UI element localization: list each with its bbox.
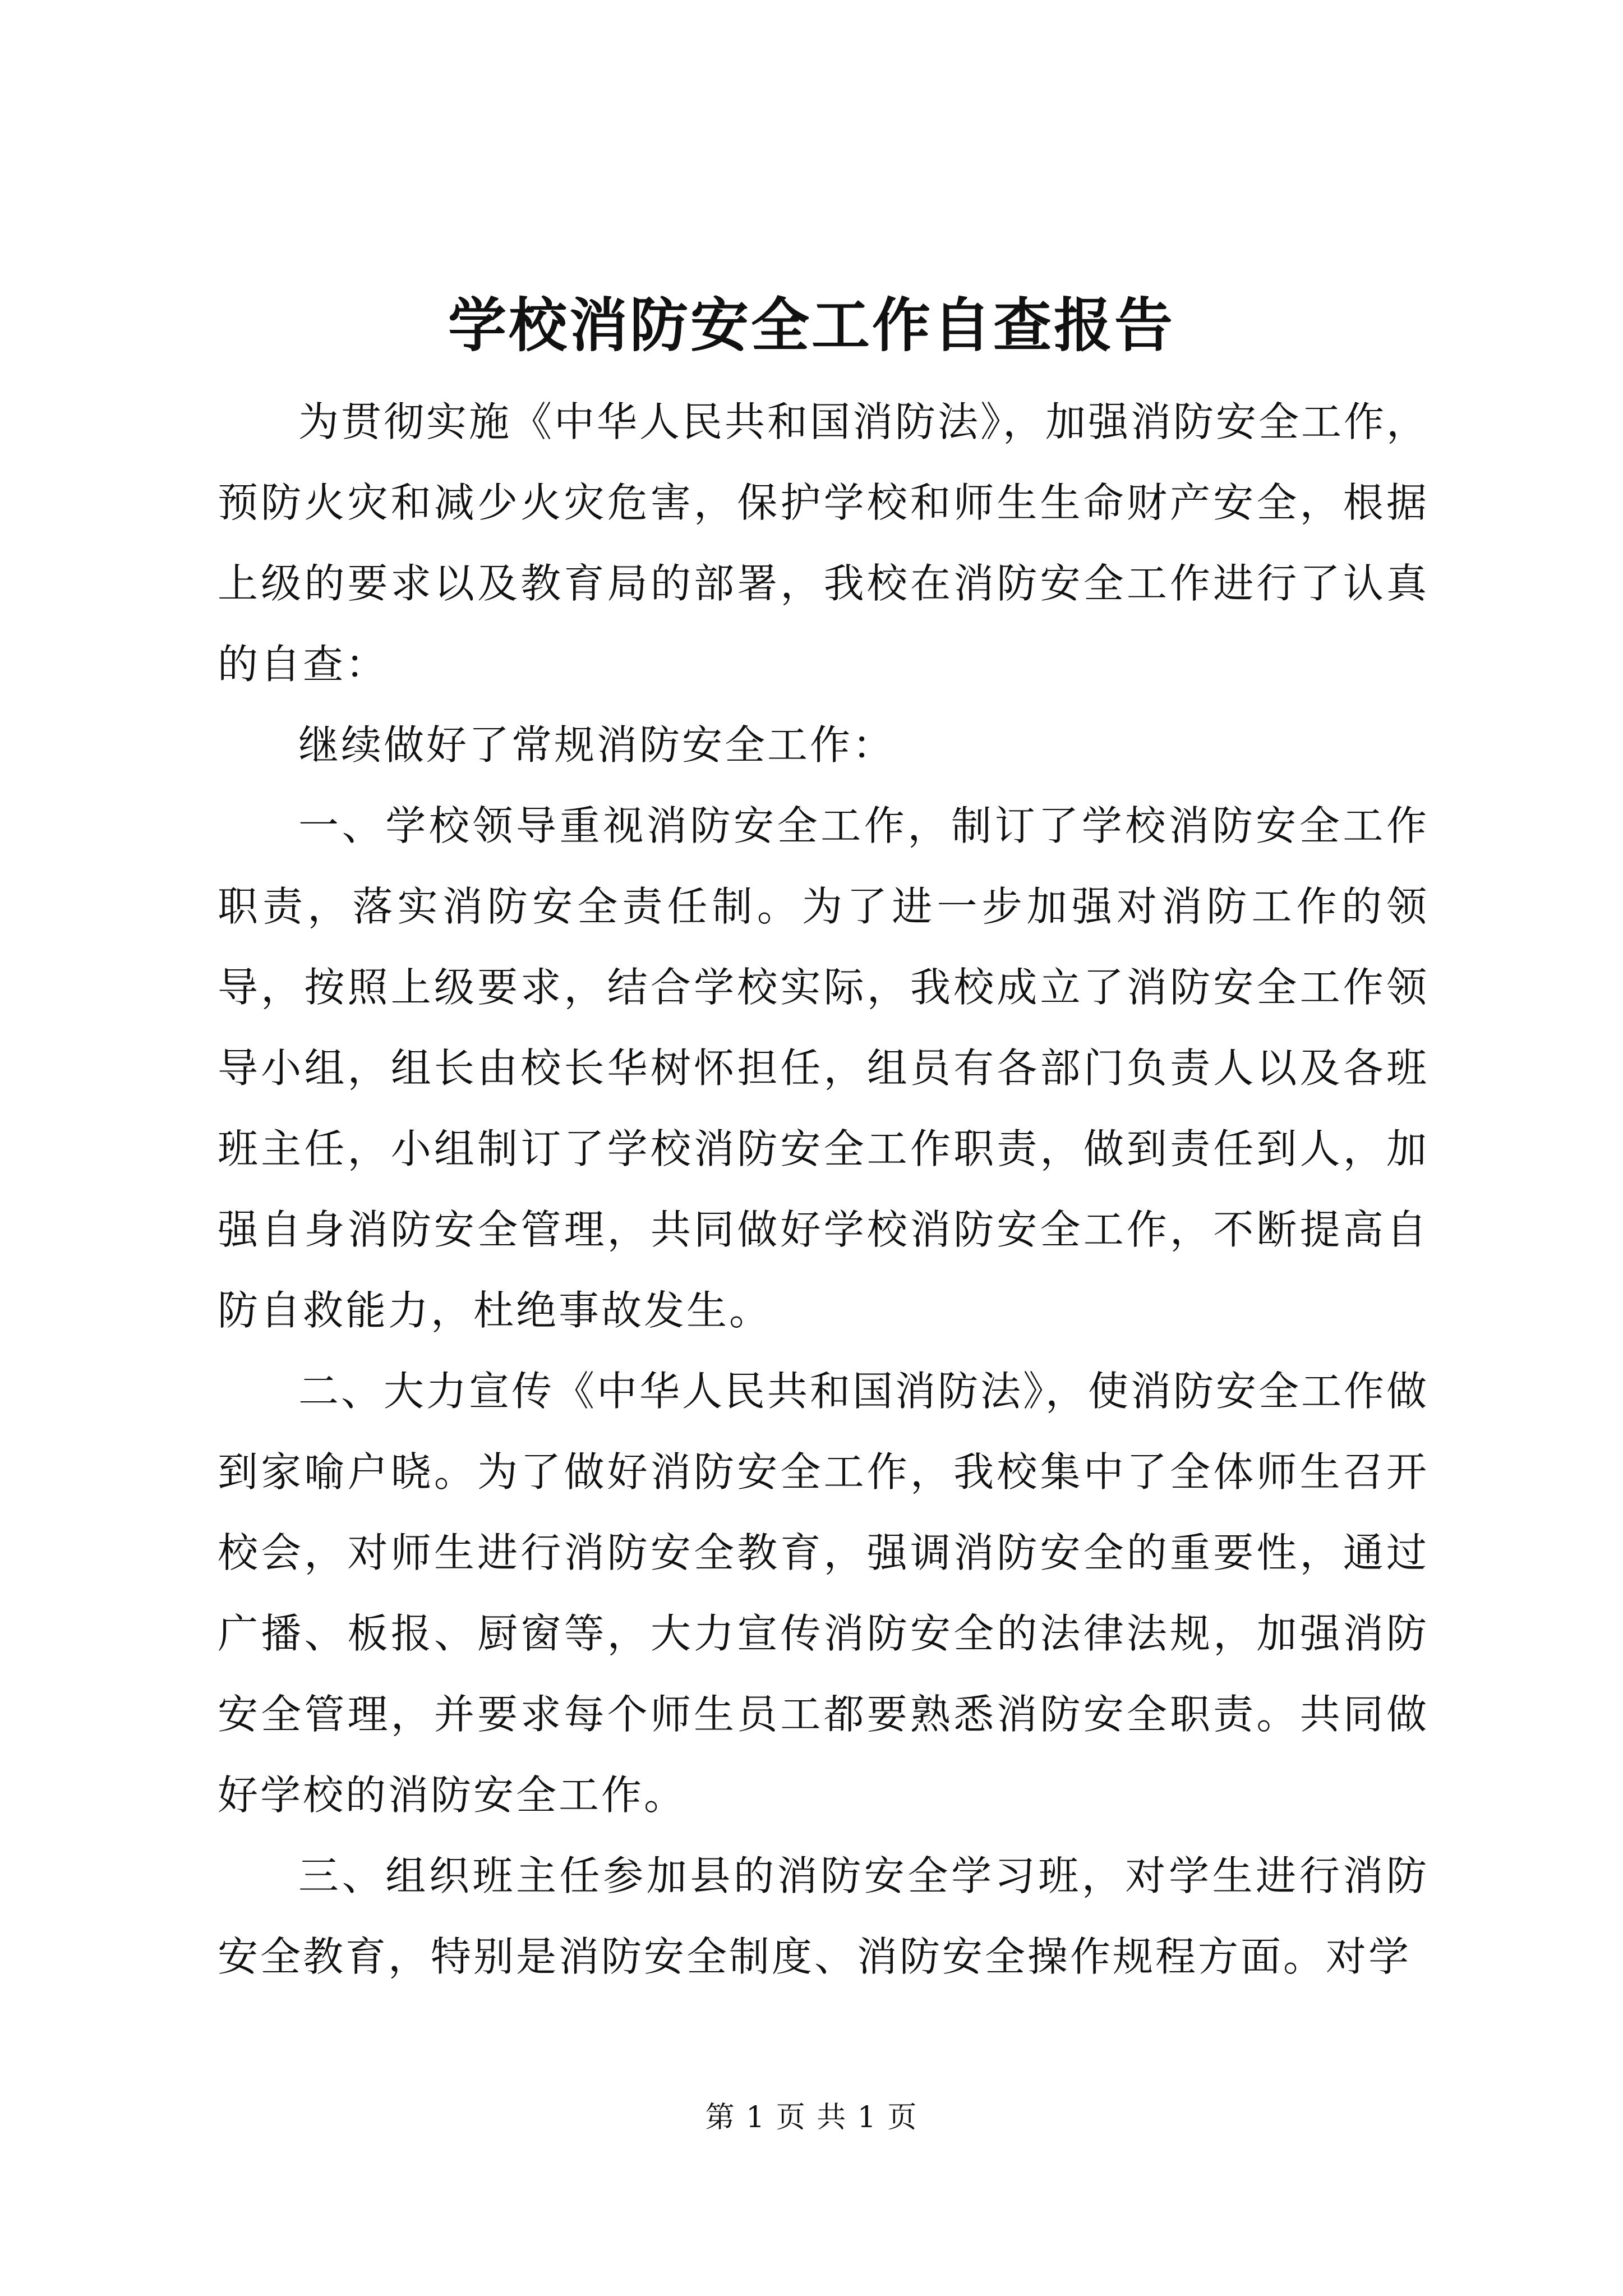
- document-title: 学校消防安全工作自查报告: [448, 291, 1175, 360]
- paragraph-intro: 为贯彻实施《中华人民共和国消防法》，加强消防安全工作，预防火灾和减少火灾危害，保护学校和师生生命财产安全，根据上级的要求以及教育局的部署，我校在消防安全工作进行了认真的自查：: [218, 398, 1430, 688]
- paragraph-section-2: 二、大力宣传《中华人民共和国消防法》，使消防安全工作做到家喻户晓。为了做好消防安全工作，我校集中了全体师生召开校会，对师生进行消防安全教育，强调消防安全的重要性，通过广播、板报、厨窗等，大力宣传消防安全的法律法规，加强消防安全管理，并要求每个师生员工都要熟悉消防安全职责。共同做好学校的消防安全工作。: [218, 1368, 1430, 1819]
- paragraph-routine-work: 继续做好了常规消防安全工作：: [298, 721, 896, 769]
- paragraph-section-1: 一、学校领导重视消防安全工作，制订了学校消防安全工作职责，落实消防安全责任制。为了进一步加强对消防工作的领导，按照上级要求，结合学校实际，我校成立了消防安全工作领导小组，组长由校长华树怀担任，组员有各部门负责人以及各班班主任，小组制订了学校消防安全工作职责，做到责任到人，加强自身消防安全管理，共同做好学校消防安全工作，不断提高自防自救能力，杜绝事故发生。: [218, 802, 1429, 1334]
- page-footer: 第 1 页 共 1 页: [705, 2101, 918, 2134]
- paragraph-section-3: 三、组织班主任参加县的消防安全学习班，对学生进行消防安全教育，特别是消防安全制度、消防安全操作规程方面。对学: [218, 1852, 1429, 1980]
- document-body: [218, 381, 1429, 1997]
